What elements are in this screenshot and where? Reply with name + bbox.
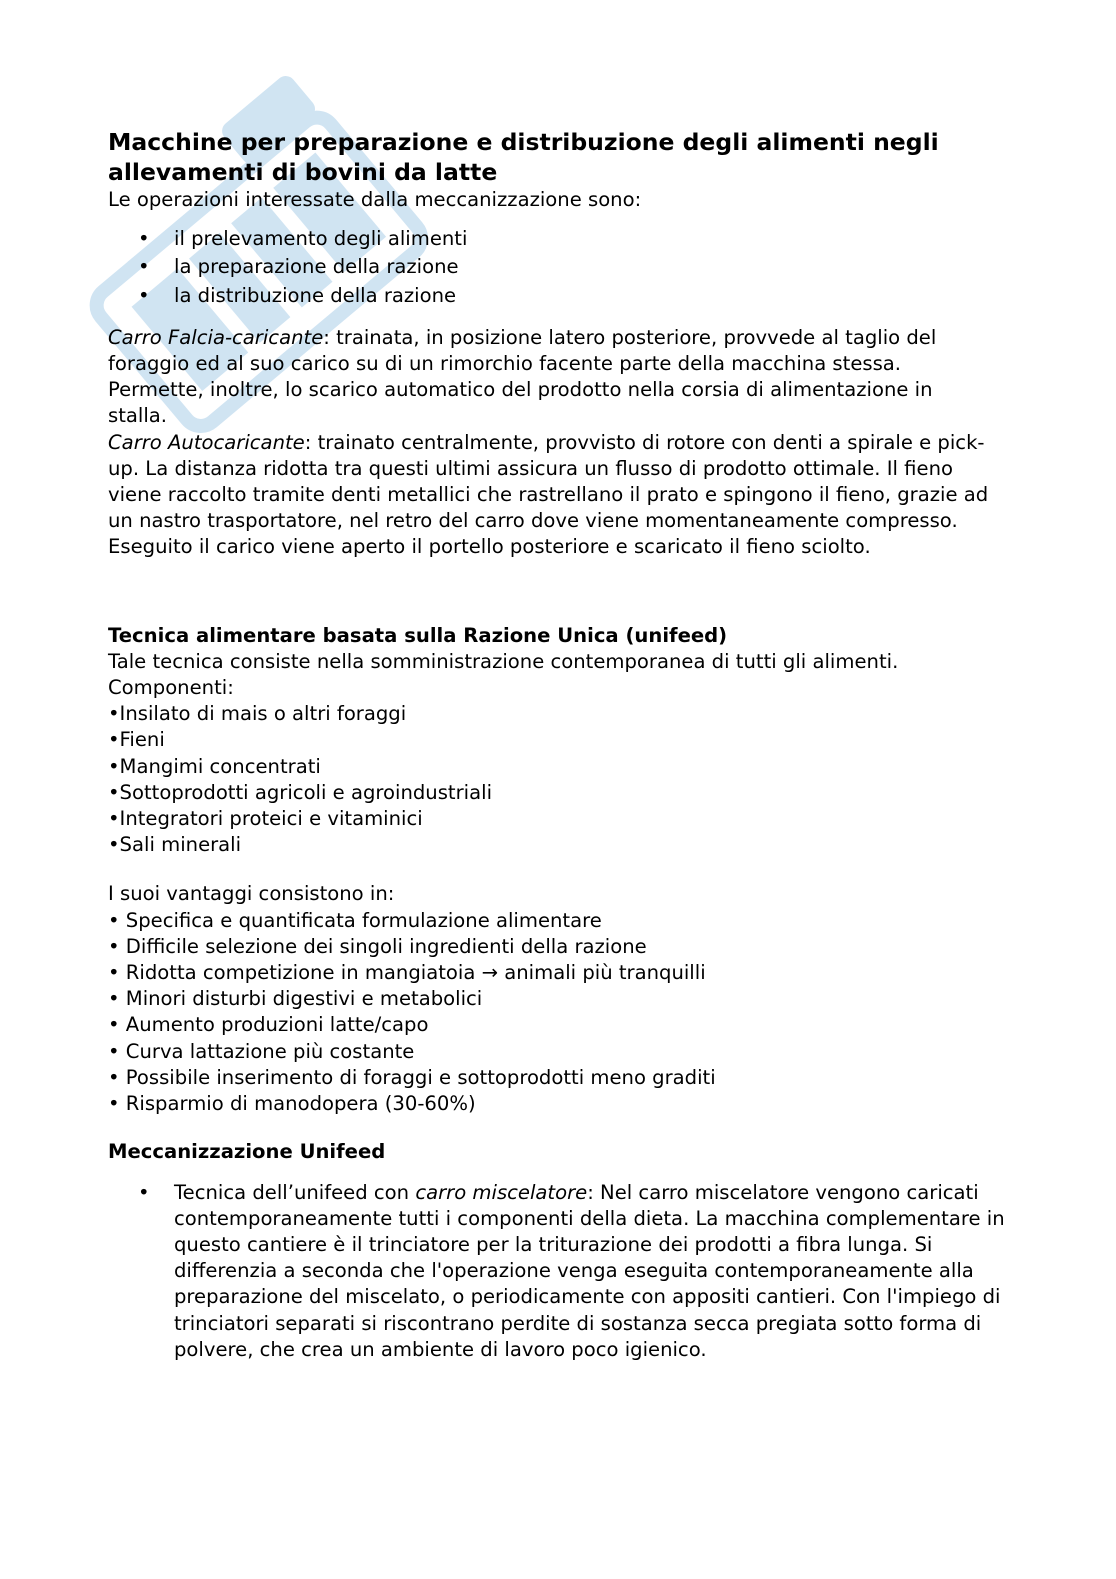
list-item: •Integratori proteici e vitaminici bbox=[108, 807, 423, 831]
list-item: •Sali minerali bbox=[108, 833, 242, 857]
list-item: • Ridotta competizione in mangiatoia → animali più tranquilli bbox=[108, 961, 706, 985]
bullet-icon: • bbox=[138, 227, 150, 251]
carro-auto-term: Carro Autocaricante bbox=[108, 430, 305, 454]
advantages-block bbox=[108, 881, 1028, 1117]
document-page bbox=[108, 128, 1028, 1363]
list-item: •Fieni bbox=[108, 728, 165, 752]
bullet-icon: • bbox=[138, 283, 150, 307]
list-item: • il prelevamento degli alimenti bbox=[108, 226, 1028, 252]
list-item: • Difficile selezione dei singoli ingredienti della razione bbox=[108, 934, 647, 958]
bullet-icon: • bbox=[138, 1180, 150, 1204]
list-item: •Insilato di mais o altri foraggi bbox=[108, 702, 407, 726]
carro-falcia-paragraph: Carro Falcia-caricante: trainata, in posizione latero posteriore, provvede al taglio del foraggio ed al suo carico su di un rimorchio facente parte della macchina stessa. Permette, inoltre, lo scarico automatico del prodotto nella corsia di alimentazione in stalla. bbox=[108, 325, 937, 428]
advantages-label: I suoi vantaggi consistono in: bbox=[108, 882, 395, 906]
page-title: Macchine per preparazione e distribuzione degli alimenti negli allevamenti di bovini da latte bbox=[108, 128, 939, 186]
list-item: • la preparazione della razione bbox=[108, 254, 1028, 280]
list-item: • Aumento produzioni latte/capo bbox=[108, 1013, 429, 1037]
list-item: • Tecnica dell’unifeed con carro miscelatore: Nel carro miscelatore vengono caricati contemporaneamente tutti i componenti della dieta. La macchina complementare in questo cantiere è il trinciatore per la triturazione dei prodotti a fibra lunga. Si differenzia a seconda che l'operazione venga eseguita contemporaneamente alla preparazione del miscelato, o periodicamente con appositi cantieri. Con l'impiego di trinciatori separati si riscontrano perdite di sostanza secca pregiata sotto forma di polvere, che crea un ambiente di lavoro poco igienico. bbox=[138, 1180, 1005, 1361]
intro-text: Le operazioni interessate dalla meccanizzazione sono: bbox=[108, 188, 642, 211]
list-item: • Curva lattazione più costante bbox=[108, 1039, 415, 1063]
carro-auto-paragraph: Carro Autocaricante: trainato centralmente, provvisto di rotore con denti a spirale e pick-up. La distanza ridotta tra questi ultimi assicura un flusso di prodotto ottimale. Il fieno viene raccolto tramite denti metallici che rastrellano il prato e spingono il fieno, grazie ad un nastro trasportatore, nel retro del carro dove viene momentaneamente compresso. Eseguito il carico viene aperto il portello posteriore e scaricato il fieno sciolto. bbox=[108, 430, 989, 559]
carro-miscelatore-term: carro miscelatore bbox=[415, 1180, 588, 1204]
bullet-icon: • bbox=[138, 255, 150, 279]
components-label: Componenti: bbox=[108, 676, 234, 700]
list-item: • Minori disturbi digestivi e metabolici bbox=[108, 987, 483, 1011]
operations-list bbox=[108, 226, 1028, 309]
section-heading-unifeed: Tecnica alimentare basata sulla Razione Unica (unifeed) bbox=[108, 623, 728, 647]
list-item: •Mangimi concentrati bbox=[108, 754, 321, 778]
list-item: • la distribuzione della razione bbox=[108, 283, 1028, 309]
unifeed-description: Tale tecnica consiste nella somministrazione contemporanea di tutti gli alimenti. bbox=[108, 649, 899, 673]
carro-falcia-term: Carro Falcia-caricante bbox=[108, 325, 324, 349]
list-item: •Sottoprodotti agricoli e agroindustriali bbox=[108, 780, 493, 804]
list-item: • Specifica e quantificata formulazione alimentare bbox=[108, 908, 602, 932]
list-item: • Risparmio di manodopera (30-60%) bbox=[108, 1092, 476, 1116]
section-heading-meccanizzazione: Meccanizzazione Unifeed bbox=[108, 1140, 386, 1164]
components-block bbox=[108, 675, 1028, 858]
meccanizzazione-list bbox=[108, 1180, 1008, 1363]
list-item: • Possibile inserimento di foraggi e sottoprodotti meno graditi bbox=[108, 1065, 716, 1089]
